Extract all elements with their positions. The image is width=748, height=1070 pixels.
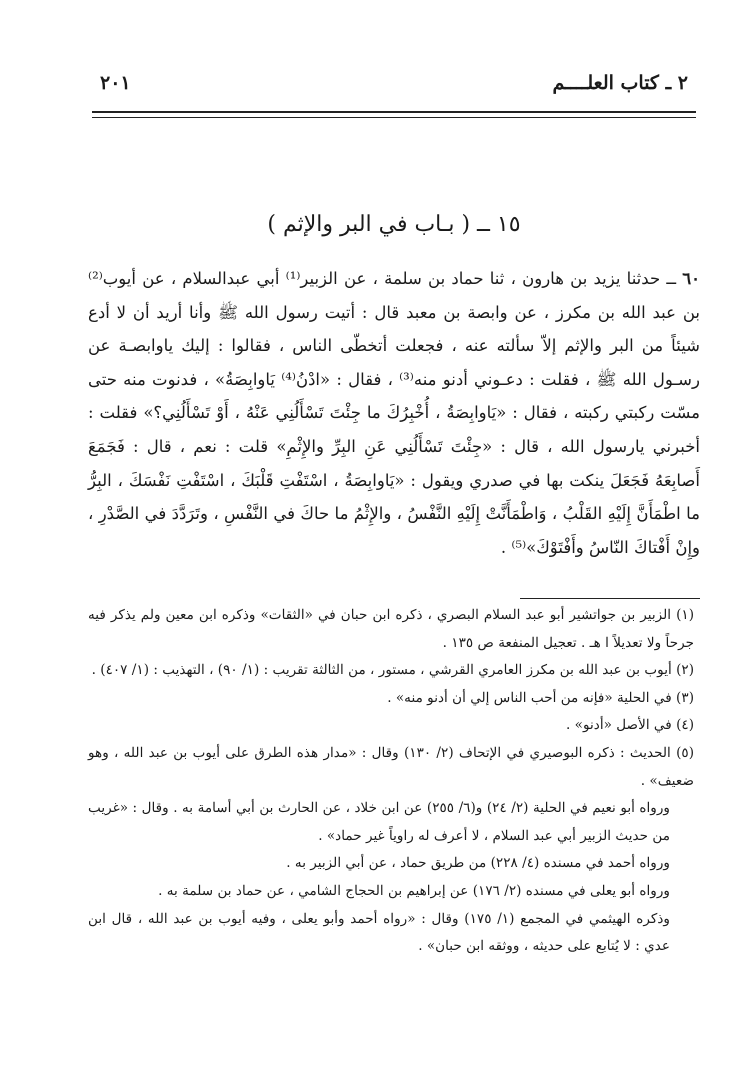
footnote-separator bbox=[520, 598, 700, 599]
section-title: ١٥ ــ ( بـاب في البر والإثم ) bbox=[267, 212, 521, 237]
footnote: (٣) في الحلية «فإنه من أحب الناس إلي أن أدنو منه» . bbox=[387, 689, 694, 706]
hadith-number: ٦٠ bbox=[682, 269, 700, 288]
footnote: (٢) أيوب بن عبد الله بن مكرز العامري القرشي ، مستور ، من الثالثة تقريب : (١/ ٩٠) ، التهذيب : (١/ ٤٠٧) . bbox=[91, 662, 694, 679]
footnotes bbox=[88, 602, 694, 961]
header-rule-thick bbox=[92, 111, 696, 113]
footnote-continuation: ورواه أبو نعيم في الحلية (٢/ ٢٤) و(٦/ ٢٥٥) عن ابن خلاد ، عن الحارث بن أبي أسامة به . وقال : «غريب من حديث الزبير أبي عبد السلام ، لا أعرف له راوياً غير حماد» . bbox=[88, 800, 670, 844]
footnote: (٤) في الأصل «أدنو» . bbox=[566, 717, 694, 734]
footnote-continuation: ورواه أبو يعلى في مسنده (٢/ ١٧٦) عن إبراهيم بن الحجاج الشامي ، عن حماد بن سلمة به . bbox=[158, 882, 670, 899]
footnote-continuation: ورواه أحمد في مسنده (٤/ ٢٢٨) من طريق حماد ، عن أبي الزبير به . bbox=[286, 855, 670, 872]
hadith-text: ــ حدثنا يزيد بن هارون ، ثنا حماد بن سلمة ، عن الزبير⁽¹⁾ أبي عبدالسلام ، عن أيوب⁽²⁾ بن عبد الله بن مكرز ، عن وابصة بن معبد قال : أتيت رسول الله ﷺ وأنا أريد أن لا أدع شيئاً من البر والإثم إلاّ سألته عنه ، فجعلت أتخطّى الناس ، فقالوا : إليك ياوابصـة عن رسـول الله ﷺ ، فقلت : دعـوني أدنو منه⁽³⁾ ، فقال : «ادْنُ⁽⁴⁾ يَاوابِصَةُ» ، فدنوت منه حتى مسّت ركبتي ركبته ، فقال : «يَاوابِصَةُ ، أُخْبِرُكَ ما جِئْتَ تَسْأَلُنِي عَنْهُ ، أَوْ تَسْأَلُنِي؟» فقلت : أخبرني يارسول الله ، قال : «جِئْتَ تَسْأَلُنِي عَنِ البِرِّ والإِثْمِ» قلت : نعم ، قال : فَجَمَعَ أَصابِعَهُ فَجَعَلَ ينكت بها في صدري ويقول : «يَاوابِصَةُ ، اسْتَفْتِ قَلْبَكَ ، اسْتَفْتِ نَفْسَكَ ، البِرُّ ما اطْمَأَنَّ إِلَيْهِ القَلْبُ ، وَاطْمَأَنَّتْ إِلَيْهِ النَّفْسُ ، والإِثْمُ ما حاكَ في النَّفْسِ ، وتَرَدَّدَ في الصَّدْرِ ، وإِنْ أَفْتاكَ النّاسُ وأَفْتَوْكَ»⁽⁵⁾ . bbox=[88, 269, 700, 557]
footnote: (٥) الحديث : ذكره البوصيري في الإتحاف (٢/ ١٣٠) وقال : «مدار هذه الطرق على أيوب بن عبد الله ، وهو ضعيف» . bbox=[88, 744, 694, 789]
footnote: (١) الزبير بن جواتشير أبو عبد السلام البصري ، ذكره ابن حبان في «الثقات» وذكره ابن معين ولم يذكر فيه جرحاً ولا تعديلاً ا هـ . تعجيل المنفعة ص ١٣٥ . bbox=[88, 607, 694, 651]
footnote-continuation: وذكره الهيثمي في المجمع (١/ ١٧٥) وقال : «رواه أحمد وأبو يعلى ، وفيه أيوب بن عبد الله ، قال ابن عدي : لا يُتابع على حديثه ، ووثقه ابن حبان» . bbox=[88, 910, 670, 955]
hadith-body bbox=[88, 262, 700, 564]
page-number: ٢٠١ bbox=[100, 72, 131, 94]
running-header bbox=[92, 64, 696, 104]
header-rule-thin bbox=[92, 117, 696, 118]
hadith-paragraph bbox=[88, 262, 700, 564]
chapter-title: ٢ ـ كتاب العلــــم bbox=[552, 72, 688, 94]
